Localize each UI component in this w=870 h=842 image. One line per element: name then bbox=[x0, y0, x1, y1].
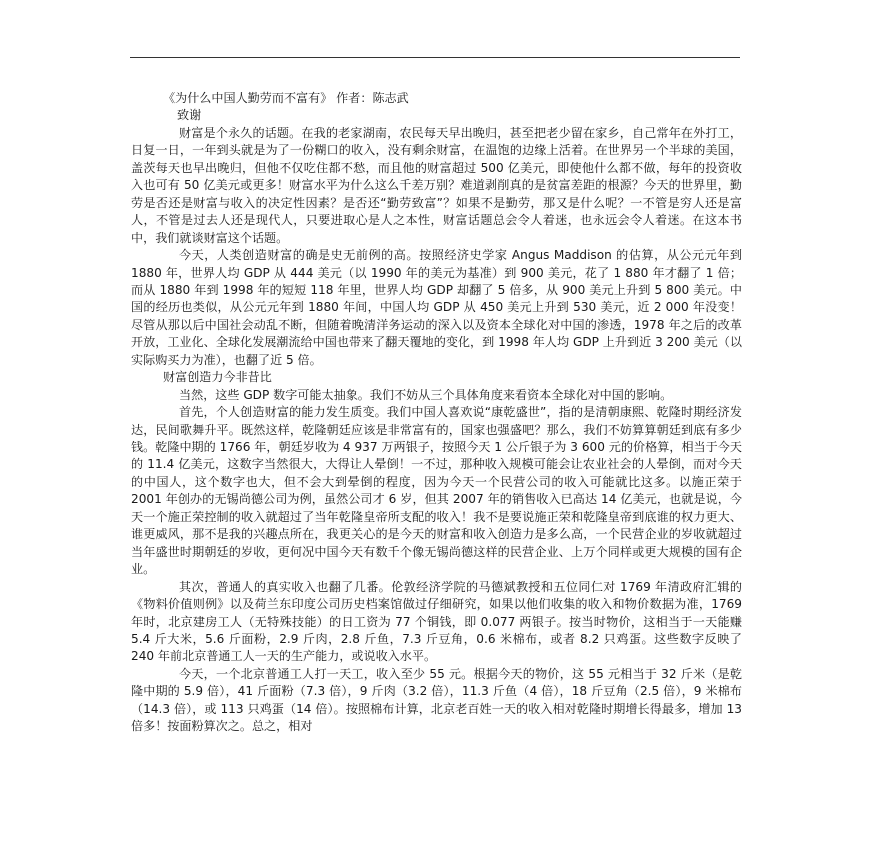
paragraph-5: 其次，普通人的真实收入也翻了几番。伦敦经济学院的马德斌教授和五位同仁对 1769 年清政府汇辑的《物料价值则例》以及荷兰东印度公司历史档案馆做过仔细研究，如果以他们收集的收入和物价数据为准，1769 年时，北京建房工人（无特殊技能）的日工资为 77 个铜钱，即 0.077 两银子。按当时物价，这相当于一天能赚 5.4 斤大米，5.6 斤面粉，2.9 斤肉，2.8 斤鱼，7.3 斤豆角，0.6 米棉布，或者 8.2 只鸡蛋。这些数字反映了 240 年前北京普通工人一天的生产能力，或说收入水平。 bbox=[131, 579, 742, 664]
section-heading: 财富创造力今非昔比 bbox=[163, 370, 272, 385]
paragraph-6: 今天，一个北京普通工人打一天工，收入至少 55 元。根据今天的物价，这 55 元相当于 32 斤米（是乾隆中期的 5.9 倍），41 斤面粉（7.3 倍），9 斤肉（3.2 倍），11.3 斤鱼（4 倍），18 斤豆角（2.5 倍），9 米棉布（14.3 倍），或 113 只鸡蛋（14 倍）。按照棉布计算，北京老百姓一天的收入相对乾隆时期增长得最多，增加 13 倍多！按面粉算次之。总之，相对 bbox=[131, 666, 742, 734]
paragraph-4: 首先，个人创造财富的能力发生质变。我们中国人喜欢说“康乾盛世”，指的是清朝康熙、乾隆时期经济发达，民间歌舞升平。既然这样，乾隆朝廷应该是非常富有的，国家也强盛吧？那么，我们不妨算算朝廷到底有多少钱。乾隆中期的 1766 年，朝廷岁收为 4 937 万两银子，按照今天 1 公斤银子为 3 600 元的价格算，相当于今天的 11.4 亿美元，这数字当然很大，大得让人晕倒！一不过，那种收入规模可能会让农业社会的人晕倒，而对今天的中国人，这个数字也大，但不会大到晕倒的程度，因为今天一个民营公司的收入可能就比这多。以施正荣于 2001 年创办的无锡尚德公司为例，虽然公司才 6 岁，但其 2007 年的销售收入已高达 14 亿美元，也就是说，今天一个施正荣控制的收入就超过了当年乾隆皇帝所支配的收入！我不是要说施正荣和乾隆皇帝到底谁的权力更大、谁更威风，那不是我的兴趣点所在，我更关心的是今天的财富和收入创造力是多么高，一个民营企业的岁收就超过当年盛世时期朝廷的岁收，更何况中国今天有数千个像无锡尚德这样的民营企业、上万个同样或更大规模的国有企业。 bbox=[131, 405, 742, 577]
document-title: 《为什么中国人勤劳而不富有》 作者：陈志武 bbox=[163, 91, 409, 105]
paragraph-3: 当然，这些 GDP 数字可能太抽象。我们不妨从三个具体角度来看资本全球化对中国的影响。 bbox=[179, 387, 673, 402]
acknowledgements-heading: 致谢 bbox=[177, 108, 202, 123]
document-body bbox=[131, 90, 742, 736]
header-rule bbox=[130, 57, 740, 58]
paragraph-2: 今天，人类创造财富的确是史无前例的高。按照经济史学家 Angus Maddison 的估算，从公元元年到 1880 年，世界人均 GDP 从 444 美元（以 1990 年的美元为基准）到 900 美元，花了 1 880 年才翻了 1 倍；而从 1880 年到 1998 年的短短 118 年里，世界人均 GDP 却翻了 5 倍多，从 900 美元上升到 5 800 美元。中国的经历也类似，从公元元年到 1880 年间，中国人均 GDP 从 450 美元上升到 530 美元，近 2 000 年没变！尽管从那以后中国社会动乱不断，但随着晚清洋务运动的深入以及资本全球化对中国的渗透，1978 年之后的改革开放，工业化、全球化发展潮流给中国也带来了翻天覆地的变化，到 1998 年人均 GDP 上升到近 3 200 美元（以实际购买力为准），也翻了近 5 倍。 bbox=[131, 248, 742, 367]
paragraph-1: 财富是个永久的话题。在我的老家湖南，农民每天早出晚归，甚至把老少留在家乡，自己常年在外打工，日复一日，一年到头就是为了一份糊口的收入，没有剩余财富，在温饱的边缘上活着。在世界另一个半球的美国，盖茨每天也早出晚归，但他不仅吃住都不愁，而且他的财富超过 500 亿美元，即使他什么都不做，每年的投资收入也可有 50 亿美元或更多！财富水平为什么这么千差万别？难道剥削真的是贫富差距的根源？今天的世界里，勤劳是否还是财富与收入的决定性因素？是否还“勤劳致富”？如果不是勤劳，那又是什么呢？一不管是穷人还是富人，不管是过去人还是现代人，只要进取心是人之本性，财富话题总会令人着迷，也永远会令人着迷。在这本书中，我们就谈财富这个话题。 bbox=[131, 125, 742, 245]
